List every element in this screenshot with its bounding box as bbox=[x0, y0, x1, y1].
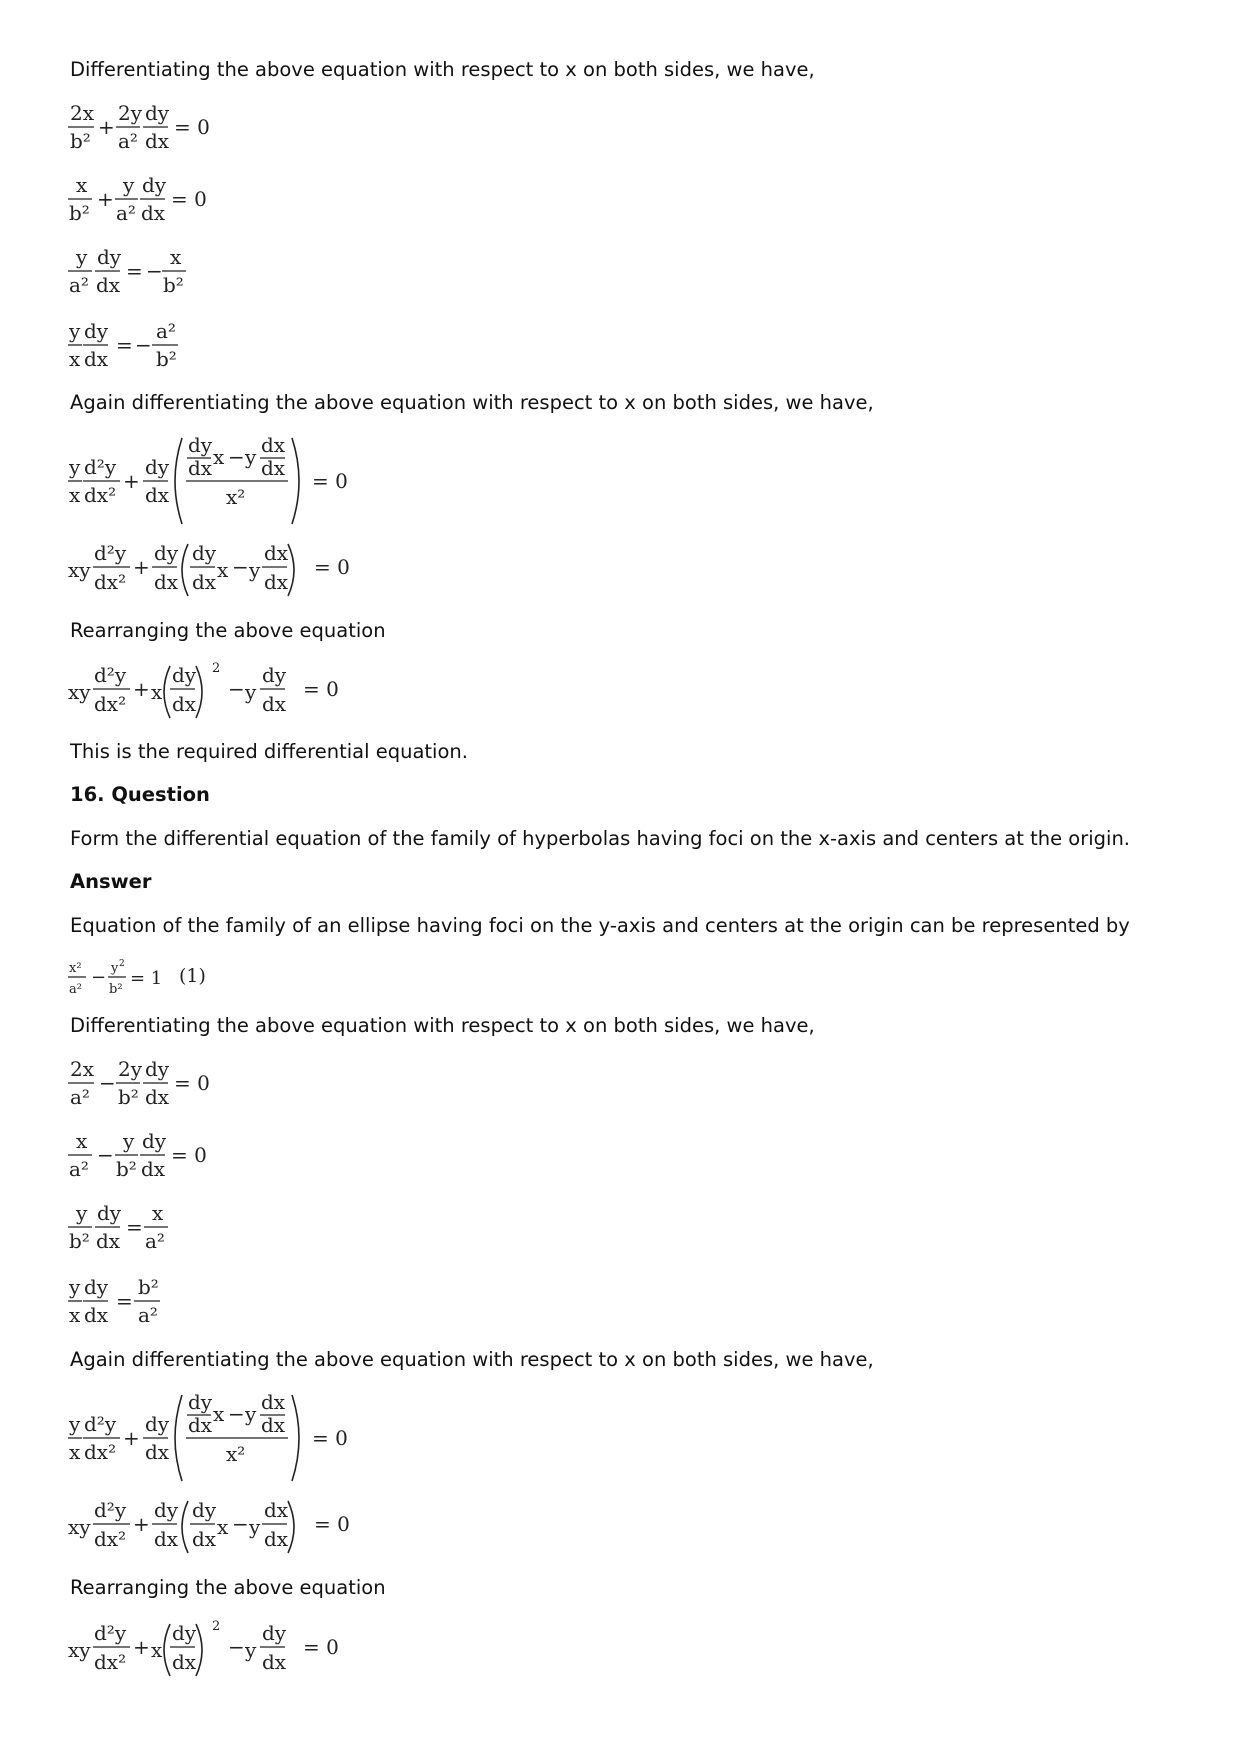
svg-text:y: y bbox=[249, 1515, 261, 1539]
svg-text:x: x bbox=[213, 445, 225, 469]
svg-text:+: + bbox=[133, 677, 150, 701]
svg-text:d²y: d²y bbox=[84, 455, 117, 479]
svg-text:−: − bbox=[99, 1071, 116, 1095]
svg-text:dx: dx bbox=[261, 1413, 286, 1437]
svg-text:(1): (1) bbox=[179, 965, 206, 987]
svg-text:−: − bbox=[228, 677, 245, 701]
equation-second-derivative-4 bbox=[68, 1497, 368, 1559]
svg-text:dy: dy bbox=[154, 541, 179, 565]
svg-text:dy: dy bbox=[192, 1498, 217, 1522]
svg-text:= 1: = 1 bbox=[130, 968, 163, 989]
paragraph-rearranging-2: Rearranging the above equation bbox=[70, 1576, 386, 1599]
svg-text:dy: dy bbox=[142, 1129, 167, 1153]
svg-text:dx: dx bbox=[154, 570, 179, 594]
svg-text:dx: dx bbox=[96, 1229, 121, 1253]
svg-text:= 0: = 0 bbox=[171, 187, 207, 211]
svg-text:dx: dx bbox=[261, 1390, 286, 1414]
svg-text:a²: a² bbox=[69, 273, 89, 297]
svg-text:b²: b² bbox=[109, 982, 123, 997]
svg-text:xy: xy bbox=[68, 680, 91, 704]
svg-text:dy: dy bbox=[97, 1201, 122, 1225]
svg-text:x: x bbox=[69, 347, 81, 371]
svg-text:x²: x² bbox=[69, 961, 82, 976]
equation-second-derivative-3 bbox=[68, 1391, 368, 1483]
svg-text:y: y bbox=[249, 558, 261, 582]
svg-text:dy: dy bbox=[145, 455, 170, 479]
svg-text:x: x bbox=[217, 558, 229, 582]
svg-text:x: x bbox=[151, 680, 163, 704]
svg-text:d²y: d²y bbox=[84, 1412, 117, 1436]
equation-second-derivative-1 bbox=[68, 434, 368, 526]
svg-text:dx: dx bbox=[154, 1527, 179, 1551]
svg-text:+: + bbox=[133, 1512, 150, 1536]
svg-text:y: y bbox=[245, 1402, 257, 1426]
svg-text:dx: dx bbox=[145, 483, 170, 507]
svg-text:dy: dy bbox=[142, 173, 167, 197]
svg-text:dx²: dx² bbox=[94, 570, 127, 594]
svg-text:= 0: = 0 bbox=[314, 555, 350, 579]
equation-step-1 bbox=[68, 100, 228, 160]
svg-text:dx: dx bbox=[262, 1650, 287, 1674]
svg-text:=: = bbox=[116, 1289, 133, 1313]
svg-text:dx: dx bbox=[141, 201, 166, 225]
svg-text:a²: a² bbox=[138, 1303, 158, 1327]
equation-step-7 bbox=[68, 1200, 228, 1260]
svg-text:a²: a² bbox=[145, 1229, 165, 1253]
svg-text:dx²: dx² bbox=[84, 1440, 117, 1464]
svg-text:b²: b² bbox=[69, 201, 90, 225]
svg-text:= 0: = 0 bbox=[312, 469, 348, 493]
svg-text:2y: 2y bbox=[118, 1057, 143, 1081]
svg-text:dx²: dx² bbox=[94, 692, 127, 716]
svg-text:dx: dx bbox=[84, 1303, 109, 1327]
svg-text:2y: 2y bbox=[118, 101, 143, 125]
svg-text:dx²: dx² bbox=[84, 483, 117, 507]
svg-text:dy: dy bbox=[172, 663, 197, 687]
svg-text:+: + bbox=[123, 1426, 140, 1450]
svg-text:dx: dx bbox=[262, 692, 287, 716]
equation-hyperbola bbox=[68, 957, 228, 1001]
svg-text:dy: dy bbox=[84, 1275, 109, 1299]
svg-text:x: x bbox=[217, 1515, 229, 1539]
svg-text:−: − bbox=[228, 1402, 245, 1426]
svg-text:xy: xy bbox=[68, 558, 91, 582]
svg-text:dx: dx bbox=[84, 347, 109, 371]
svg-text:xy: xy bbox=[68, 1638, 91, 1662]
svg-text:xy: xy bbox=[68, 1515, 91, 1539]
svg-text:dy: dy bbox=[145, 101, 170, 125]
svg-text:= 0: = 0 bbox=[314, 1512, 350, 1536]
equation-second-derivative-2 bbox=[68, 540, 368, 602]
svg-text:dy: dy bbox=[262, 663, 287, 687]
svg-text:= 0: = 0 bbox=[174, 115, 210, 139]
equation-step-6 bbox=[68, 1128, 228, 1188]
svg-text:a²: a² bbox=[70, 1085, 90, 1109]
svg-text:b²: b² bbox=[163, 273, 184, 297]
svg-text:= 0: = 0 bbox=[312, 1426, 348, 1450]
equation-step-8 bbox=[68, 1274, 228, 1334]
svg-text:−: − bbox=[228, 445, 245, 469]
svg-text:x: x bbox=[76, 1129, 88, 1153]
svg-text:b²: b² bbox=[156, 347, 177, 371]
svg-text:y: y bbox=[111, 961, 119, 976]
svg-text:dy: dy bbox=[154, 1498, 179, 1522]
svg-text:d²y: d²y bbox=[94, 1498, 127, 1522]
svg-text:a²: a² bbox=[118, 129, 138, 153]
svg-text:2: 2 bbox=[119, 959, 125, 969]
svg-text:y: y bbox=[245, 445, 257, 469]
svg-text:dx: dx bbox=[192, 570, 217, 594]
equation-step-3 bbox=[68, 244, 228, 304]
svg-text:dx: dx bbox=[172, 1650, 197, 1674]
answer-intro: Equation of the family of an ellipse having foci on the y-axis and centers at the origin can be represented by bbox=[70, 914, 1130, 937]
svg-text:x: x bbox=[213, 1402, 225, 1426]
svg-text:= 0: = 0 bbox=[174, 1071, 210, 1095]
paragraph-again-differentiating-1: Again differentiating the above equation with respect to x on both sides, we have, bbox=[70, 391, 874, 414]
svg-text:−: − bbox=[97, 1143, 114, 1167]
svg-text:dx: dx bbox=[141, 1157, 166, 1181]
svg-text:+: + bbox=[97, 187, 114, 211]
svg-text:+: + bbox=[98, 115, 115, 139]
svg-text:a²: a² bbox=[116, 201, 136, 225]
equation-step-5 bbox=[68, 1056, 228, 1116]
svg-text:x: x bbox=[69, 1303, 81, 1327]
svg-text:d²y: d²y bbox=[94, 663, 127, 687]
svg-text:2: 2 bbox=[212, 661, 221, 676]
svg-text:dx: dx bbox=[145, 129, 170, 153]
svg-text:dx: dx bbox=[192, 1527, 217, 1551]
svg-text:x: x bbox=[76, 173, 88, 197]
svg-text:dx: dx bbox=[188, 1413, 213, 1437]
svg-text:dx²: dx² bbox=[94, 1650, 127, 1674]
answer-heading: Answer bbox=[70, 870, 152, 893]
svg-text:y: y bbox=[69, 319, 81, 343]
svg-text:dx: dx bbox=[261, 456, 286, 480]
svg-text:x: x bbox=[151, 1638, 163, 1662]
equation-step-4 bbox=[68, 318, 228, 378]
equation-final-1 bbox=[68, 662, 368, 724]
svg-text:+: + bbox=[133, 555, 150, 579]
paragraph-again-differentiating-2: Again differentiating the above equation with respect to x on both sides, we have, bbox=[70, 1348, 874, 1371]
svg-text:a²: a² bbox=[69, 982, 82, 997]
paragraph-rearranging-1: Rearranging the above equation bbox=[70, 619, 386, 642]
svg-text:+: + bbox=[123, 469, 140, 493]
svg-text:dx: dx bbox=[264, 570, 289, 594]
svg-text:x²: x² bbox=[226, 485, 246, 509]
svg-text:−: − bbox=[135, 333, 152, 357]
svg-text:b²: b² bbox=[69, 1229, 90, 1253]
svg-text:dx: dx bbox=[188, 456, 213, 480]
svg-text:=: = bbox=[126, 1215, 143, 1239]
svg-text:−: − bbox=[228, 1635, 245, 1659]
svg-text:dx: dx bbox=[145, 1440, 170, 1464]
svg-text:b²: b² bbox=[116, 1157, 137, 1181]
svg-text:dy: dy bbox=[172, 1621, 197, 1645]
paragraph-differentiating-2: Differentiating the above equation with respect to x on both sides, we have, bbox=[70, 1014, 815, 1037]
svg-text:b²: b² bbox=[118, 1085, 139, 1109]
svg-text:dy: dy bbox=[192, 541, 217, 565]
svg-text:y: y bbox=[69, 455, 81, 479]
svg-text:= 0: = 0 bbox=[303, 1635, 339, 1659]
svg-text:b²: b² bbox=[70, 129, 91, 153]
svg-text:dx²: dx² bbox=[94, 1527, 127, 1551]
question-16-body: Form the differential equation of the family of hyperbolas having foci on the x-axis and centers at the origin. bbox=[70, 827, 1131, 850]
question-16-heading: 16. Question bbox=[70, 783, 210, 806]
equation-step-2 bbox=[68, 172, 228, 232]
svg-text:a²: a² bbox=[69, 1157, 89, 1181]
svg-text:= 0: = 0 bbox=[303, 677, 339, 701]
svg-text:y: y bbox=[245, 1638, 257, 1662]
svg-text:b²: b² bbox=[138, 1275, 159, 1299]
paragraph-differentiating-1: Differentiating the above equation with respect to x on both sides, we have, bbox=[70, 58, 815, 81]
svg-text:y: y bbox=[76, 1201, 88, 1225]
svg-text:−: − bbox=[146, 259, 163, 283]
svg-text:dx: dx bbox=[172, 692, 197, 716]
svg-text:= 0: = 0 bbox=[171, 1143, 207, 1167]
svg-text:x: x bbox=[69, 1440, 81, 1464]
svg-text:x: x bbox=[170, 245, 182, 269]
svg-text:x²: x² bbox=[226, 1442, 246, 1466]
svg-text:dy: dy bbox=[188, 433, 213, 457]
svg-text:2x: 2x bbox=[70, 1057, 95, 1081]
svg-text:−: − bbox=[91, 967, 107, 988]
svg-text:dy: dy bbox=[188, 1390, 213, 1414]
svg-text:dx: dx bbox=[264, 541, 289, 565]
svg-text:2x: 2x bbox=[70, 101, 95, 125]
svg-text:dy: dy bbox=[145, 1057, 170, 1081]
svg-text:y: y bbox=[69, 1275, 81, 1299]
svg-text:x: x bbox=[152, 1201, 164, 1225]
svg-text:d²y: d²y bbox=[94, 1621, 127, 1645]
svg-text:dx: dx bbox=[96, 273, 121, 297]
paragraph-required-equation: This is the required differential equation. bbox=[70, 740, 468, 763]
svg-text:y: y bbox=[245, 680, 257, 704]
svg-text:+: + bbox=[133, 1635, 150, 1659]
svg-text:y: y bbox=[76, 245, 88, 269]
svg-text:dx: dx bbox=[264, 1498, 289, 1522]
svg-text:dx: dx bbox=[264, 1527, 289, 1551]
svg-text:y: y bbox=[123, 173, 135, 197]
svg-text:dy: dy bbox=[145, 1412, 170, 1436]
svg-text:dy: dy bbox=[97, 245, 122, 269]
svg-text:=: = bbox=[126, 259, 143, 283]
svg-text:dx: dx bbox=[261, 433, 286, 457]
svg-text:y: y bbox=[69, 1412, 81, 1436]
svg-text:d²y: d²y bbox=[94, 541, 127, 565]
svg-text:a²: a² bbox=[156, 319, 176, 343]
svg-text:x: x bbox=[69, 483, 81, 507]
svg-text:−: − bbox=[232, 1512, 249, 1536]
svg-text:dy: dy bbox=[262, 1621, 287, 1645]
svg-text:dy: dy bbox=[84, 319, 109, 343]
svg-text:dx: dx bbox=[145, 1085, 170, 1109]
svg-text:2: 2 bbox=[212, 1619, 221, 1634]
equation-final-2 bbox=[68, 1620, 368, 1682]
svg-text:=: = bbox=[116, 333, 133, 357]
svg-text:y: y bbox=[123, 1129, 135, 1153]
svg-text:−: − bbox=[232, 555, 249, 579]
